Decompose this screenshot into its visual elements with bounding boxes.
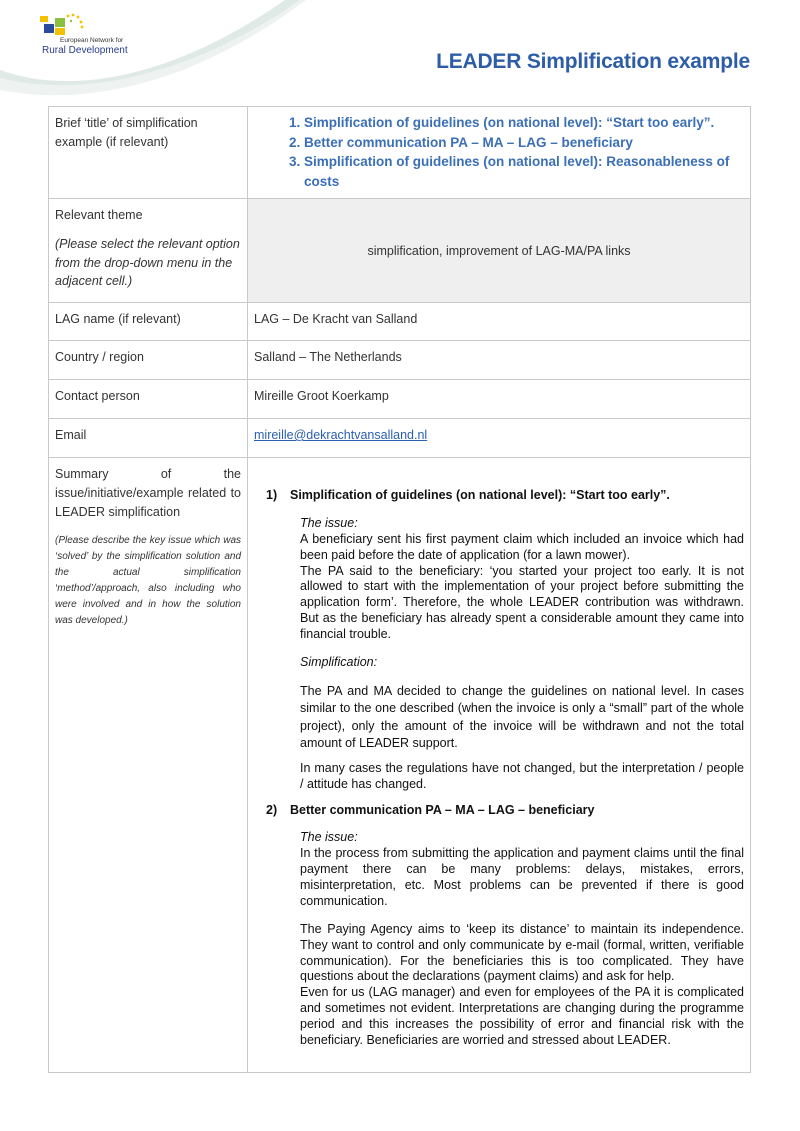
table-row-summary xyxy=(49,458,751,1073)
summary-label-cell xyxy=(49,458,248,1073)
theme-value-dropdown[interactable] xyxy=(248,199,751,303)
section-2-body xyxy=(300,830,744,1048)
email-value-cell xyxy=(248,419,751,458)
theme-label-cell xyxy=(49,199,248,303)
page-header xyxy=(0,0,800,100)
simplification-table xyxy=(48,106,751,1073)
table-row-theme xyxy=(49,199,751,303)
title-item-1: 1. Simplification of guidelines (on national level): “Start too early”. xyxy=(304,113,744,133)
titles-list xyxy=(254,113,744,191)
contact-label: Contact person xyxy=(49,380,248,419)
section-1-title: Simplification of guidelines (on national level): “Start too early”. xyxy=(290,488,670,502)
logo-stars-icon xyxy=(38,12,88,38)
section-2-title: Better communication PA – MA – LAG – beneficiary xyxy=(290,802,595,817)
theme-value: simplification, improvement of LAG-MA/PA links xyxy=(367,243,631,258)
table-row-lag xyxy=(49,303,751,341)
title-item-3: 3. Simplification of guidelines (on national level): Reasonableness of costs xyxy=(304,152,744,191)
document-title: LEADER Simplification example xyxy=(436,50,750,73)
section-1-number: 1) xyxy=(266,488,278,502)
section-2-number: 2) xyxy=(266,802,278,817)
enrd-logo xyxy=(38,12,148,62)
s1-simplification-p2: In many cases the regulations have not changed, but the interpretation / people / attitude has changed. xyxy=(300,760,744,791)
email-label: Email xyxy=(49,419,248,458)
summary-hint: (Please describe the key issue which was ‘solved’ by the simplification solution and the actual simplification ‘method’/approach, also including who were involved and in how the solution was developed.) xyxy=(55,535,241,627)
s1-issue-label: The issue: xyxy=(300,515,358,530)
s1-simplification-label: Simplification: xyxy=(300,654,378,669)
section-1-heading xyxy=(266,488,744,504)
section-1-body xyxy=(300,516,744,793)
s1-simplification-p1: The PA and MA decided to change the guidelines on national level. In cases similar to the one described (when the invoice is only a “small” part of the whole project), only the amount of the invoice will be withdrawn and not the total amount of LEADER support. xyxy=(300,683,744,751)
table-row-country xyxy=(49,341,751,380)
theme-label: Relevant theme xyxy=(55,208,143,222)
title-label: Brief ‘title’ of simplification example (if relevant) xyxy=(49,107,248,199)
title-value xyxy=(248,107,751,199)
theme-hint: (Please select the relevant option from the drop-down menu in the adjacent cell.) xyxy=(55,236,240,289)
lag-value: LAG – De Kracht van Salland xyxy=(248,303,751,341)
contact-value: Mireille Groot Koerkamp xyxy=(248,380,751,419)
s2-issue-p3: Even for us (LAG manager) and even for employees of the PA it is complicated and sometimes not evident. Interpretations are changing during the programme period and this increases the possibility of error and financial risk with the beneficiary. Beneficiaries are worried and stressed about LEADER. xyxy=(300,985,744,1047)
summary-label: Summary of the issue/initiative/example related to LEADER simplification xyxy=(55,467,241,519)
lag-label: LAG name (if relevant) xyxy=(49,303,248,341)
country-label: Country / region xyxy=(49,341,248,380)
title-item-2: 2. Better communication PA – MA – LAG – beneficiary xyxy=(304,133,744,153)
s2-issue-p1: In the process from submitting the application and payment claims until the final payment there can be many problems: delays, mistakes, errors, misinterpretation, etc. Most problems can be prevented if there is good communication. xyxy=(300,846,744,908)
s1-issue-p1: A beneficiary sent his first payment claim which included an invoice which had been paid before the date of application (for a lawn mower). xyxy=(300,531,744,562)
logo-line1: European Network for xyxy=(60,37,124,44)
table-row-email xyxy=(49,419,751,458)
logo-line2: Rural Development xyxy=(42,45,128,56)
summary-content xyxy=(248,458,751,1073)
country-value: Salland – The Netherlands xyxy=(248,341,751,380)
section-2-heading xyxy=(266,803,744,819)
table-row-contact xyxy=(49,380,751,419)
s2-issue-p2: The Paying Agency aims to ‘keep its distance’ to maintain its independence. They want to control and only communicate by e-mail (formal, written, verifiable communication). For the beneficiaries this is too complicated. They have questions about the declarations (payment claims) and ask for help. xyxy=(300,921,744,984)
email-link[interactable]: mireille@dekrachtvansalland.nl xyxy=(254,428,428,442)
table-row-title xyxy=(49,107,751,199)
s2-issue-label: The issue: xyxy=(300,830,358,845)
s1-issue-p2: The PA said to the beneficiary: ‘you started your project too early. It is not allowed to start with the implementation of your project before submitting the application form’. Therefore, the whole LEADER contribution was withdrawn. But as the beneficiary has already spent a considerable amount they came into financial trouble. xyxy=(300,563,744,641)
